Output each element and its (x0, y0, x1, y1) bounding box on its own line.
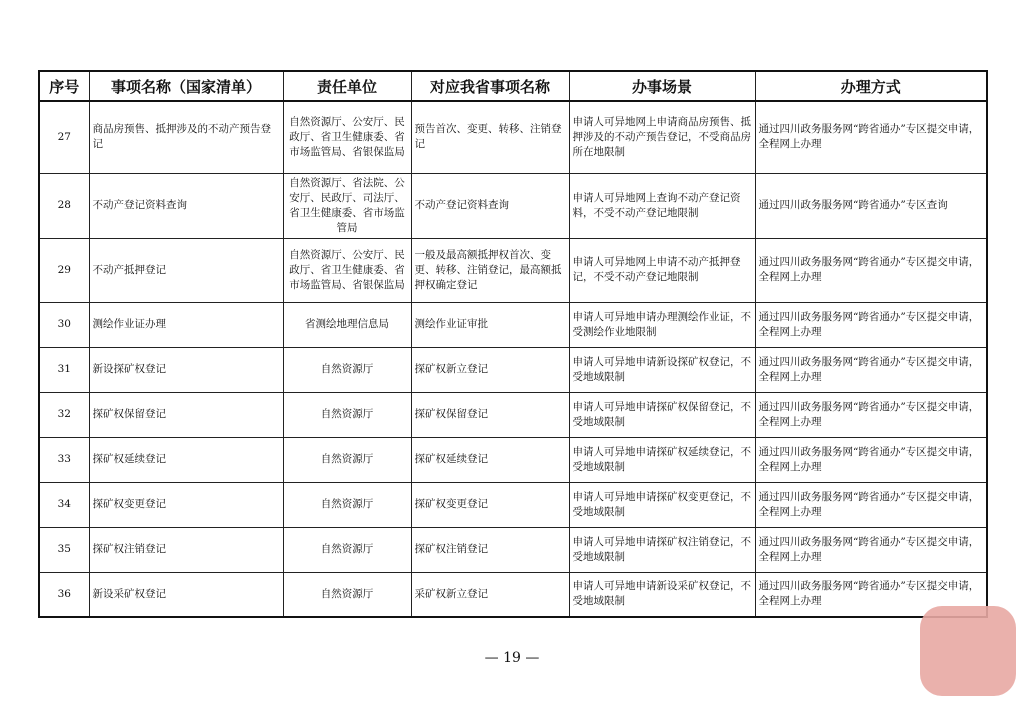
cell-responsible-unit: 自然资源厅 (283, 437, 411, 482)
cell-responsible-unit: 自然资源厅 (283, 482, 411, 527)
header-method: 办理方式 (755, 71, 987, 101)
cell-responsible-unit: 省测绘地理信息局 (283, 302, 411, 347)
cell-method: 通过四川政务服务网“跨省通办”专区查询 (755, 173, 987, 238)
cell-item-name: 探矿权变更登记 (89, 482, 283, 527)
cell-serial: 34 (39, 482, 89, 527)
cell-method: 通过四川政务服务网“跨省通办”专区提交申请，全程网上办理 (755, 437, 987, 482)
cell-item-name: 探矿权注销登记 (89, 527, 283, 572)
services-table (38, 70, 988, 618)
table-row (39, 527, 987, 572)
table-row (39, 302, 987, 347)
cell-scenario: 申请人可异地网上查询不动产登记资料，不受不动产登记地限制 (569, 173, 755, 238)
cell-scenario: 申请人可异地申请新设采矿权登记，不受地域限制 (569, 572, 755, 617)
table-row (39, 572, 987, 617)
cell-item-name: 新设采矿权登记 (89, 572, 283, 617)
cell-serial: 33 (39, 437, 89, 482)
cell-method: 通过四川政务服务网“跨省通办”专区提交申请，全程网上办理 (755, 302, 987, 347)
header-responsible-unit: 责任单位 (283, 71, 411, 101)
cell-responsible-unit: 自然资源厅 (283, 392, 411, 437)
cell-serial: 30 (39, 302, 89, 347)
page-number: — 19 — (484, 650, 540, 666)
cell-provincial-item: 探矿权注销登记 (411, 527, 569, 572)
cell-scenario: 申请人可异地申请探矿权延续登记，不受地域限制 (569, 437, 755, 482)
cell-responsible-unit: 自然资源厅、省法院、公安厅、民政厅、司法厅、省卫生健康委、省市场监管局 (283, 173, 411, 238)
cell-item-name: 不动产抵押登记 (89, 238, 283, 302)
cell-provincial-item: 不动产登记资料查询 (411, 173, 569, 238)
cell-provincial-item: 测绘作业证审批 (411, 302, 569, 347)
cell-provincial-item: 采矿权新立登记 (411, 572, 569, 617)
cell-scenario: 申请人可异地网上申请商品房预售、抵押涉及的不动产预告登记，不受商品房所在地限制 (569, 101, 755, 173)
cell-item-name: 测绘作业证办理 (89, 302, 283, 347)
table-row (39, 173, 987, 238)
cell-serial: 32 (39, 392, 89, 437)
cell-serial: 29 (39, 238, 89, 302)
cell-responsible-unit: 自然资源厅、公安厅、民政厅、省卫生健康委、省市场监管局、省银保监局 (283, 238, 411, 302)
cell-scenario: 申请人可异地申请探矿权注销登记，不受地域限制 (569, 527, 755, 572)
cell-scenario: 申请人可异地申请探矿权变更登记，不受地域限制 (569, 482, 755, 527)
table-header-row (39, 71, 987, 101)
cell-provincial-item: 探矿权延续登记 (411, 437, 569, 482)
cell-scenario: 申请人可异地申请探矿权保留登记，不受地域限制 (569, 392, 755, 437)
cell-serial: 35 (39, 527, 89, 572)
table-row (39, 238, 987, 302)
header-serial: 序号 (39, 71, 89, 101)
cell-method: 通过四川政务服务网“跨省通办”专区提交申请，全程网上办理 (755, 347, 987, 392)
cell-serial: 36 (39, 572, 89, 617)
document-table-container (38, 70, 986, 618)
cell-provincial-item: 探矿权变更登记 (411, 482, 569, 527)
cell-responsible-unit: 自然资源厅 (283, 347, 411, 392)
cell-method: 通过四川政务服务网“跨省通办”专区提交申请，全程网上办理 (755, 101, 987, 173)
cell-item-name: 不动产登记资料查询 (89, 173, 283, 238)
cell-item-name: 商品房预售、抵押涉及的不动产预告登记 (89, 101, 283, 173)
cell-method: 通过四川政务服务网“跨省通办”专区提交申请，全程网上办理 (755, 482, 987, 527)
cell-method: 通过四川政务服务网“跨省通办”专区提交申请，全程网上办理 (755, 392, 987, 437)
cell-provincial-item: 探矿权保留登记 (411, 392, 569, 437)
header-provincial-item: 对应我省事项名称 (411, 71, 569, 101)
cell-provincial-item: 探矿权新立登记 (411, 347, 569, 392)
cell-serial: 31 (39, 347, 89, 392)
table-row (39, 437, 987, 482)
cell-scenario: 申请人可异地网上申请不动产抵押登记，不受不动产登记地限制 (569, 238, 755, 302)
cell-method: 通过四川政务服务网“跨省通办”专区提交申请，全程网上办理 (755, 238, 987, 302)
watermark-logo (920, 606, 1016, 696)
cell-scenario: 申请人可异地申请办理测绘作业证，不受测绘作业地限制 (569, 302, 755, 347)
cell-method: 通过四川政务服务网“跨省通办”专区提交申请，全程网上办理 (755, 527, 987, 572)
cell-responsible-unit: 自然资源厅 (283, 572, 411, 617)
cell-serial: 27 (39, 101, 89, 173)
cell-provincial-item: 预告首次、变更、转移、注销登记 (411, 101, 569, 173)
table-row (39, 101, 987, 173)
table-row (39, 482, 987, 527)
cell-responsible-unit: 自然资源厅 (283, 527, 411, 572)
table-row (39, 347, 987, 392)
header-scenario: 办事场景 (569, 71, 755, 101)
cell-serial: 28 (39, 173, 89, 238)
header-item-name: 事项名称（国家清单） (89, 71, 283, 101)
table-row (39, 392, 987, 437)
cell-responsible-unit: 自然资源厅、公安厅、民政厅、省卫生健康委、省市场监管局、省银保监局 (283, 101, 411, 173)
cell-item-name: 探矿权延续登记 (89, 437, 283, 482)
cell-scenario: 申请人可异地申请新设探矿权登记，不受地域限制 (569, 347, 755, 392)
cell-method: 通过四川政务服务网“跨省通办”专区提交申请，全程网上办理 (755, 572, 987, 617)
cell-item-name: 新设探矿权登记 (89, 347, 283, 392)
cell-provincial-item: 一般及最高额抵押权首次、变更、转移、注销登记，最高额抵押权确定登记 (411, 238, 569, 302)
cell-item-name: 探矿权保留登记 (89, 392, 283, 437)
